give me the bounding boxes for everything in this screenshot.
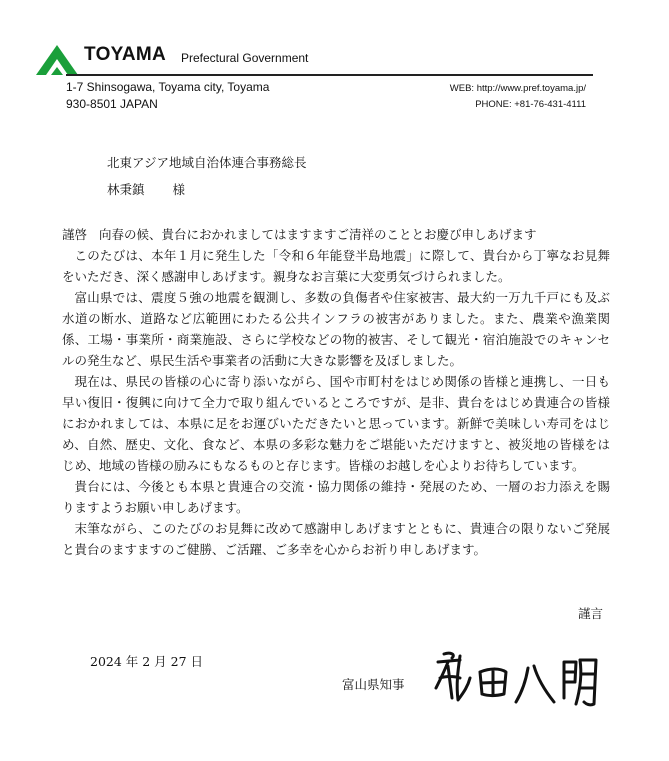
- org-name: TOYAMA: [84, 44, 167, 65]
- website: WEB: http://www.pref.toyama.jp/: [449, 83, 586, 94]
- recipient-organization: 北東アジア地域自治体連合事務総長: [107, 155, 307, 170]
- recipient-honorific: 様: [172, 182, 186, 197]
- paragraph-text: 向春の候、貴台におかれましてはますますご清祥のこととお慶び申しあげます: [99, 227, 537, 242]
- header-divider: [66, 74, 593, 76]
- address-line-1: 1-7 Shinsogawa, Toyama city, Toyama: [66, 80, 270, 94]
- paragraph: 富山県では、震度５強の地震を観測し、多数の負傷者や住家被害、最大約一万九千戸にも及ぶ水道の断水、道路など広範囲にわたる公共インフラの被害がありました。また、農業や漁業関係、工場・事業所・商業施設、さらに学校などの物的被害、そして観光・宿泊施設でのキャンセルの発生など、県民生活や事業者の活動に大きな影響を及ぼしました。: [62, 290, 610, 368]
- paragraph: 現在は、県民の皆様の心に寄り添いながら、国や市町村をはじめ関係の皆様と連携し、一日も早い復旧・復興に向けて全力で取り組んでいるところですが、是非、貴台をはじめ貴連合の皆様におかれましては、本県に足をお運びいただきたいと思っています。新鮮で美味しい寿司をはじめ、自然、歴史、文化、食など、本県の多彩な魅力をご堪能いただけますと、被災地の皆様をはじめ、地域の皆様の励みにもなるものと存じます。皆様のお越しを心よりお待ちしています。: [62, 374, 610, 473]
- letter-body: [62, 224, 610, 560]
- paragraph: [62, 224, 610, 245]
- org-subtitle: Prefectural Government: [181, 51, 309, 65]
- opening-salutation: 謹啓: [62, 227, 88, 242]
- paragraph: 貴台には、今後とも本県と貴連合の交流・協力関係の維持・発展のため、一層のお力添えを賜りますようお願い申しあげます。: [62, 479, 610, 515]
- sender-title: 富山県知事: [342, 677, 405, 692]
- closing-salutation: 謹言: [577, 606, 603, 621]
- recipient-name-line: [107, 180, 185, 198]
- phone-number: PHONE: +81-76-431-4111: [475, 99, 586, 110]
- paragraph: 末筆ながら、このたびのお見舞に改めて感謝申しあげますとともに、貴連合の限りないご発展と貴台のますますのご健勝、ご活躍、ご多幸を心からお祈り申しあげます。: [62, 521, 610, 557]
- mountain-logo-icon: [34, 42, 80, 76]
- recipient-name: 林秉鎮: [107, 182, 145, 197]
- paragraph: このたびは、本年１月に発生した「令和６年能登半島地震」に際して、貴台から丁寧なお見舞をいただき、深く感謝申しあげます。親身なお言葉に大変勇気づけられました。: [62, 248, 610, 284]
- address-line-2: 930-8501 JAPAN: [66, 97, 158, 111]
- handwritten-signature: [430, 648, 602, 710]
- letter-date: 2024 年 2 月 27 日: [90, 654, 204, 669]
